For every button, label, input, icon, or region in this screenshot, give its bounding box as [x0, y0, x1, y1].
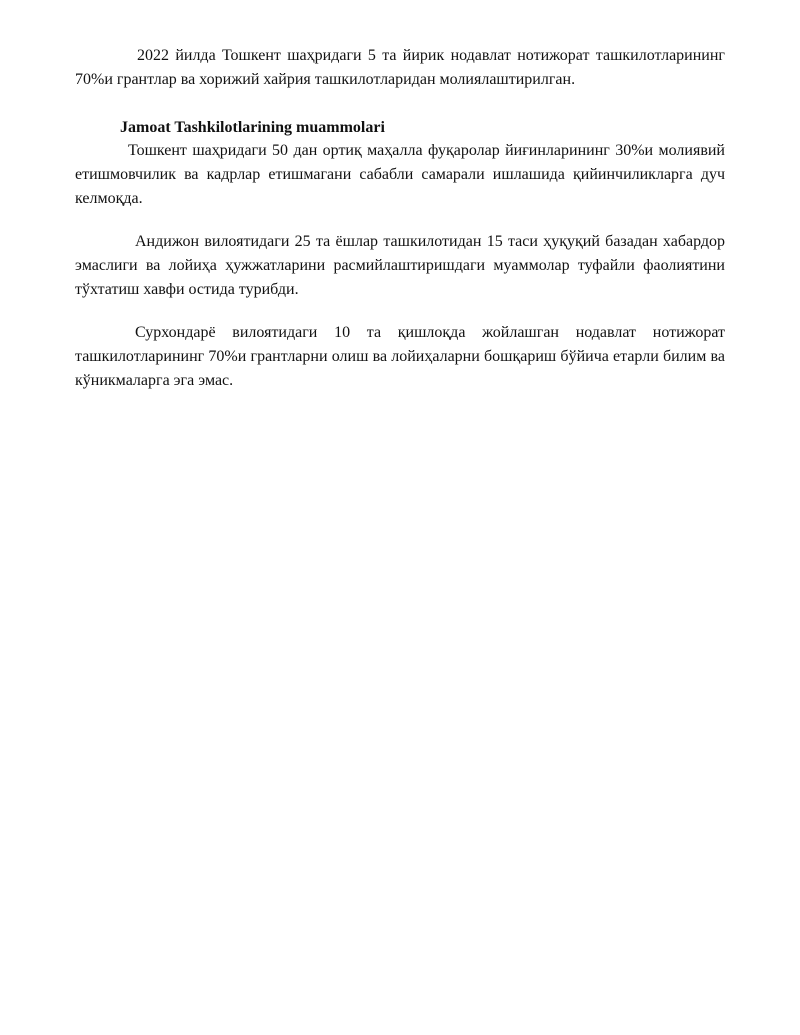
document-body: [75, 44, 725, 393]
section-paragraph-mahalla: Тошкент шаҳридаги 50 дан ортиқ маҳалла фуқаролар йиғинларининг 30%и молиявий етишмовчилик ва кадрлар етишмагани сабабли самарали ишлашида қийинчиликларга дуч келмоқда.: [75, 142, 725, 207]
section-paragraph-andijan: Андижон вилоятидаги 25 та ёшлар ташкилотидан 15 таси ҳуқуқий базадан хабардор эмаслиги ва лойиҳа ҳужжатларини расмийлаштиришдаги муаммолар туфайли фаолиятини тўхтатиш хавфи остида турибди.: [75, 233, 725, 298]
section-paragraph-surkhandarya: Сурхондарё вилоятидаги 10 та қишлоқда жойлашган нодавлат нотижорат ташкилотларининг 70%и грантларни олиш ва лойиҳаларни бошқариш бўйича етарли билим ва кўникмаларга эга эмас.: [75, 324, 725, 389]
intro-paragraph: 2022 йилда Тошкент шаҳридаги 5 та йирик нодавлат нотижорат ташкилотларининг 70%и грантлар ва хорижий хайрия ташкилотларидан молиялаштирилган.: [75, 47, 725, 88]
section-heading: Jamoat Tashkilotlarining muammolari: [120, 119, 385, 136]
